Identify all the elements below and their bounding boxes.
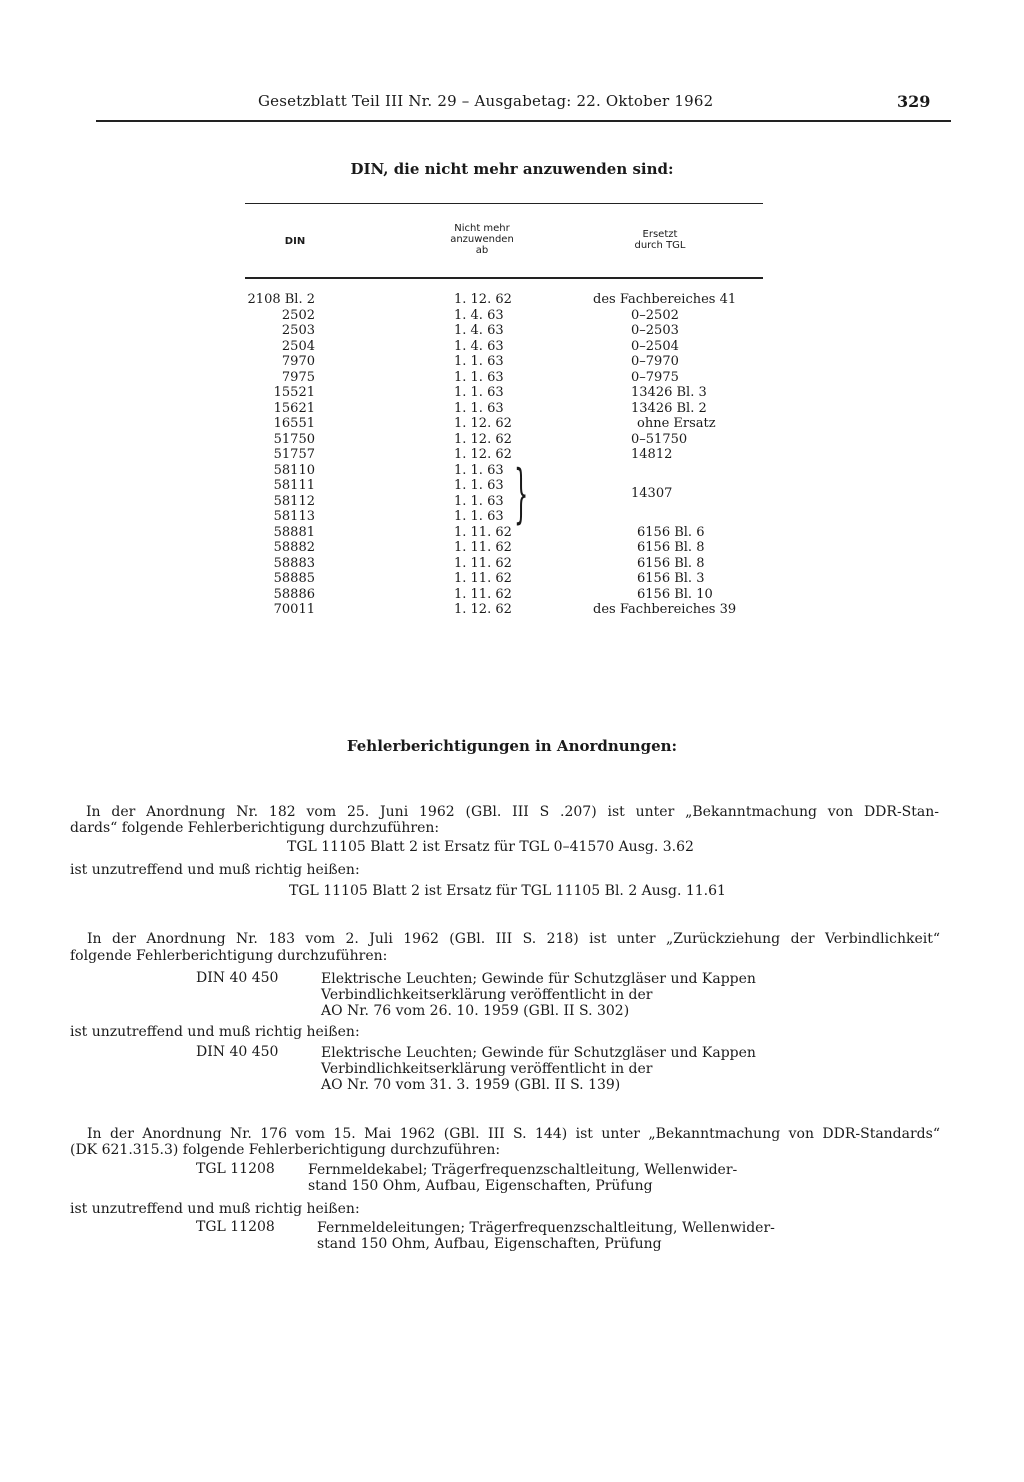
date-cell: 1. 11. 62 [454, 524, 512, 540]
tgl-cell: 13426 Bl. 2 [631, 400, 707, 416]
table-row [0, 478, 1024, 494]
table-row [0, 401, 1024, 417]
date-cell: 1. 1. 63 [454, 509, 504, 524]
correction-1-intro-line2: dards“ folgende Fehlerberichtigung durchzuführen: [70, 820, 440, 836]
date-cell: 1. 4. 63 [454, 323, 504, 338]
grouping-brace: } [514, 457, 529, 531]
date-cell: 1. 11. 62 [454, 586, 512, 602]
tgl-cell: 0–2502 [631, 307, 679, 323]
table-row [0, 370, 1024, 386]
correction-3-code-wrong: TGL 11208 [196, 1161, 275, 1177]
din-cell: 15621 [273, 400, 315, 416]
table-row [0, 292, 1024, 308]
date-cell: 1. 1. 63 [454, 493, 504, 509]
date-cell: 1. 4. 63 [454, 307, 504, 323]
din-section-title: DIN, die nicht mehr anzuwenden sind: [350, 160, 674, 178]
din-cell: 58113 [273, 509, 315, 524]
table-row [0, 432, 1024, 448]
correction-2-right: Elektrische Leuchten; Gewinde für Schutzgläser und Kappen Verbindlichkeitserklärung veröffentlicht in der AO Nr. 70 vom 31. 3. 1959 (GBl. II S. 139) [321, 1045, 756, 1093]
running-header: Gesetzblatt Teil III Nr. 29 – Ausgabetag: 22. Oktober 1962 [258, 92, 714, 110]
tgl-cell: des Fachbereiches 41 [593, 292, 737, 307]
correction-3-code-right: TGL 11208 [196, 1219, 275, 1235]
date-cell: 1. 12. 62 [454, 447, 512, 462]
din-cell: 15521 [273, 385, 315, 400]
correction-2-code-right: DIN 40 450 [196, 1044, 279, 1060]
din-cell: 58111 [273, 478, 315, 493]
din-cell: 58883 [273, 555, 315, 571]
table-row [0, 339, 1024, 355]
page-number: 329 [897, 92, 931, 111]
table-row [0, 447, 1024, 463]
tgl-cell: ohne Ersatz [637, 416, 716, 431]
date-cell: 1. 12. 62 [454, 602, 512, 617]
date-cell: 1. 12. 62 [454, 431, 512, 447]
correction-2-wrong: Elektrische Leuchten; Gewinde für Schutzgläser und Kappen Verbindlichkeitserklärung veröffentlicht in der AO Nr. 76 vom 26. 10. 1959 (GBl. II S. 302) [321, 971, 756, 1019]
tgl-cell: 6156 Bl. 6 [637, 524, 705, 540]
table-row [0, 494, 1024, 510]
table-header-rule [245, 277, 763, 279]
correction-2-intro-line1: In der Anordnung Nr. 183 vom 2. Juli 1962 (GBl. III S. 218) ist unter „Zurückziehung der Verbindlichkeit“ [87, 931, 940, 947]
correction-3-intro-line1: In der Anordnung Nr. 176 vom 15. Mai 1962 (GBl. III S. 144) ist unter „Bekanntmachung von DDR-Standards“ [87, 1126, 940, 1142]
correction-3-wrong: Fernmeldekabel; Trägerfrequenzschaltleitung, Wellenwider- stand 150 Ohm, Aufbau, Eigenschaften, Prüfung [308, 1162, 738, 1194]
table-top-rule [245, 203, 763, 204]
date-cell: 1. 1. 63 [454, 385, 504, 400]
date-cell: 1. 4. 63 [454, 338, 504, 354]
tgl-cell: 14812 [631, 447, 673, 462]
din-cell: 51757 [273, 447, 315, 462]
table-row [0, 308, 1024, 324]
din-cell: 16551 [273, 416, 315, 431]
table-row [0, 540, 1024, 556]
tgl-cell: 0–2504 [631, 338, 679, 354]
col-header-ersetzt: Ersetzt durch TGL [634, 229, 686, 251]
date-cell: 1. 12. 62 [454, 292, 512, 307]
correction-3-mid: ist unzutreffend und muß richtig heißen: [70, 1201, 360, 1217]
din-cell: 7975 [281, 369, 315, 385]
tgl-cell: 13426 Bl. 3 [631, 385, 707, 400]
din-cell: 2504 [281, 338, 315, 354]
table-row [0, 602, 1024, 618]
date-cell: 1. 1. 63 [454, 462, 504, 478]
date-cell: 1. 1. 63 [454, 354, 504, 369]
din-cell: 7970 [281, 354, 315, 369]
correction-1-mid: ist unzutreffend und muß richtig heißen: [70, 862, 360, 878]
din-cell: 2503 [281, 323, 315, 338]
table-row [0, 556, 1024, 572]
table-row [0, 509, 1024, 525]
tgl-cell: 0–7975 [631, 369, 679, 385]
col-header-din: DIN [284, 236, 306, 247]
date-cell: 1. 1. 63 [454, 369, 504, 385]
din-cell: 58885 [273, 571, 315, 586]
correction-1-right: TGL 11105 Blatt 2 ist Ersatz für TGL 11105 Bl. 2 Ausg. 11.61 [289, 883, 726, 899]
table-row [0, 416, 1024, 432]
tgl-cell: 0–7970 [631, 354, 679, 369]
tgl-cell: 6156 Bl. 8 [637, 555, 705, 571]
din-cell: 70011 [273, 602, 315, 617]
tgl-cell: 6156 Bl. 8 [637, 540, 705, 555]
tgl-cell: 6156 Bl. 3 [637, 571, 705, 586]
date-cell: 1. 11. 62 [454, 540, 512, 555]
date-cell: 1. 11. 62 [454, 571, 512, 586]
correction-3-right: Fernmeldeleitungen; Trägerfrequenzschaltleitung, Wellenwider- stand 150 Ohm, Aufbau, Eigenschaften, Prüfung [317, 1220, 775, 1252]
correction-2-intro-line2: folgende Fehlerberichtigung durchzuführen: [70, 948, 388, 964]
table-row [0, 323, 1024, 339]
table-row [0, 525, 1024, 541]
date-cell: 1. 12. 62 [454, 416, 512, 431]
date-cell: 1. 1. 63 [454, 400, 504, 416]
din-cell: 58886 [273, 586, 315, 602]
din-cell: 2502 [281, 307, 315, 323]
din-cell: 58110 [273, 462, 315, 478]
col-header-nicht-mehr: Nicht mehr anzuwenden ab [450, 223, 514, 256]
date-cell: 1. 11. 62 [454, 555, 512, 571]
correction-1-wrong: TGL 11105 Blatt 2 ist Ersatz für TGL 0–41570 Ausg. 3.62 [287, 839, 694, 855]
din-cell: 58882 [273, 540, 315, 555]
header-rule [96, 120, 951, 122]
tgl-cell: 0–2503 [631, 323, 679, 338]
din-cell: 58112 [273, 493, 315, 509]
group-tgl-value: 14307 [631, 486, 673, 501]
din-cell: 2108 Bl. 2 [247, 292, 315, 307]
correction-1-intro-line1: In der Anordnung Nr. 182 vom 25. Juni 1962 (GBl. III S .207) ist unter „Bekanntmachung von DDR-Stan- [86, 804, 939, 820]
table-row [0, 385, 1024, 401]
date-cell: 1. 1. 63 [454, 478, 504, 493]
din-cell: 58881 [273, 524, 315, 540]
tgl-cell: 0–51750 [631, 431, 688, 447]
correction-3-intro-line2: (DK 621.315.3) folgende Fehlerberichtigung durchzuführen: [70, 1142, 501, 1158]
table-row [0, 571, 1024, 587]
corrections-title: Fehlerberichtigungen in Anordnungen: [346, 737, 678, 755]
correction-2-code-wrong: DIN 40 450 [196, 970, 279, 986]
table-row [0, 354, 1024, 370]
din-cell: 51750 [273, 431, 315, 447]
tgl-cell: des Fachbereiches 39 [593, 602, 737, 617]
tgl-cell: 6156 Bl. 10 [637, 586, 713, 602]
table-row [0, 587, 1024, 603]
correction-2-mid: ist unzutreffend und muß richtig heißen: [70, 1024, 360, 1040]
table-row [0, 463, 1024, 479]
